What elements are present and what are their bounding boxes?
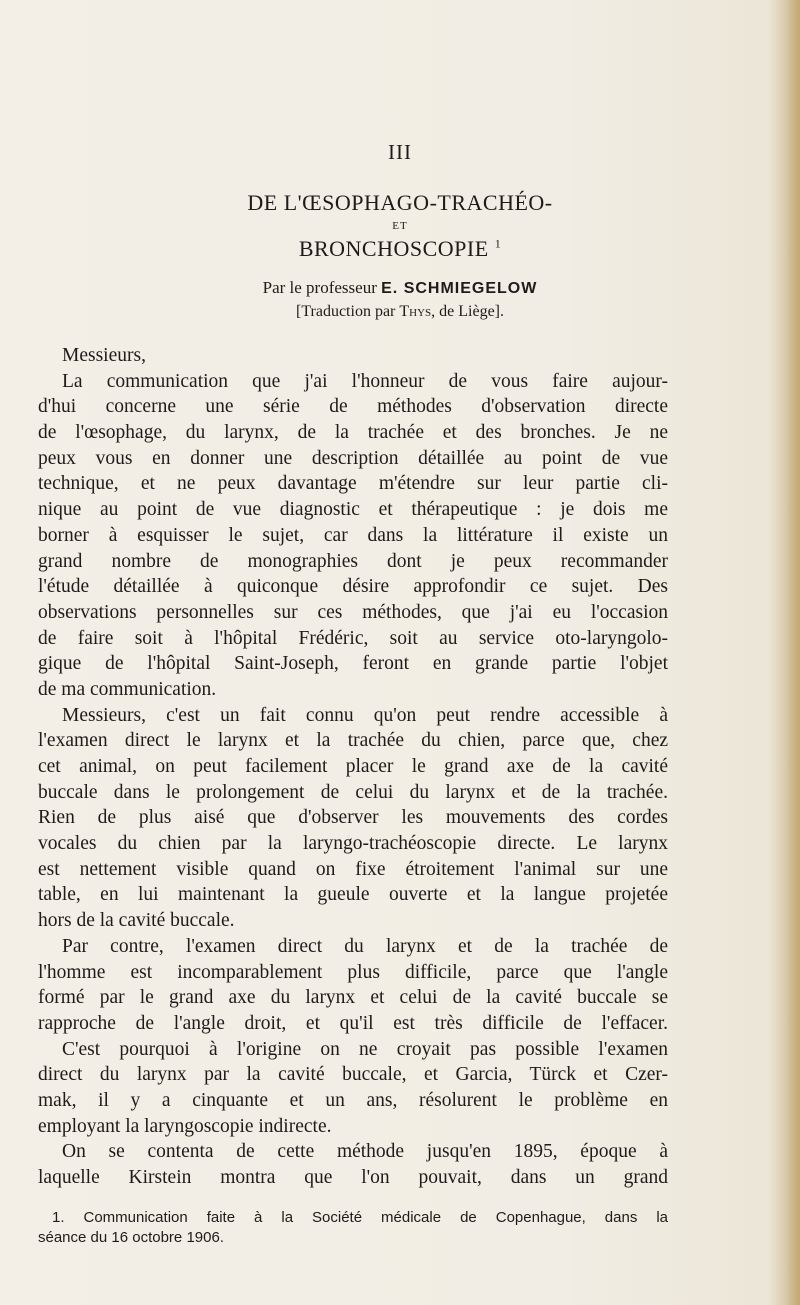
body-line: direct du larynx par la cavité buccale, et Garcia, Türck et Czer- <box>38 1064 668 1086</box>
author-prefix: Par le professeur <box>262 278 377 297</box>
body-line: vocales du chien par la laryngo-trachéoscopie directe. Le larynx <box>38 833 668 855</box>
body-line: peux vous en donner une description détaillée au point de vue <box>38 447 668 469</box>
body-line: Messieurs, c'est un fait connu qu'on peut rendre accessible à <box>62 704 668 726</box>
body-line: d'hui concerne une série de méthodes d'observation directe <box>38 396 668 418</box>
footnote <box>38 1208 668 1248</box>
body-line: laquelle Kirstein montra que l'on pouvait, dans un grand <box>38 1167 668 1188</box>
body-line: buccale dans le prolongement de celui du larynx et de la trachée. <box>38 781 668 803</box>
title-footnote-mark: 1 <box>494 236 502 251</box>
title-line-1: DE L'ŒSOPHAGO-TRACHÉO- <box>247 190 553 215</box>
translator-line <box>0 303 800 321</box>
body-line: Par contre, l'examen direct du larynx et de la trachée de <box>62 935 668 957</box>
body-text <box>38 343 668 1191</box>
translator-rest: , de Liège]. <box>431 303 505 320</box>
footnote-line: 1. Communication faite à la Société médicale de Copenhague, dans la <box>52 1209 668 1226</box>
body-line: employant la laryngoscopie indirecte. <box>38 1115 332 1137</box>
body-line: l'examen direct le larynx et la trachée du chien, parce que, chez <box>38 730 668 752</box>
title-line-2 <box>0 236 800 262</box>
body-line: formé par le grand axe du larynx et celui de la cavité buccale se <box>38 987 668 1009</box>
body-line: l'étude détaillée à quiconque désire approfondir ce sujet. Des <box>38 576 668 598</box>
title-connector: ET <box>392 220 408 232</box>
body-line: Messieurs, <box>62 345 146 366</box>
body-line: gique de l'hôpital Saint-Joseph, feront en grande partie l'objet <box>38 653 668 675</box>
body-line: observations personnelles sur ces méthodes, que j'ai eu l'occasion <box>38 601 668 623</box>
body-line: hors de la cavité buccale. <box>38 910 235 932</box>
body-line: technique, et ne peux davantage m'étendre sur leur partie cli- <box>38 473 668 495</box>
author-name: E. SCHMIEGELOW <box>381 280 538 297</box>
title-line-2-text: BRONCHOSCOPIE <box>298 236 489 261</box>
body-line: C'est pourquoi à l'origine on ne croyait pas possible l'examen <box>62 1038 668 1060</box>
body-line: table, en lui maintenant la gueule ouverte et la langue projetée <box>38 884 668 906</box>
body-line: de ma communication. <box>38 678 217 700</box>
body-line: est nettement visible quand on fixe étroitement l'animal sur une <box>38 858 668 880</box>
body-line: rapproche de l'angle droit, et qu'il est très difficile de l'effacer. <box>38 1012 668 1034</box>
translator-open: [Traduction par <box>295 303 396 320</box>
body-line: Rien de plus aisé que d'observer les mouvements des cordes <box>38 807 668 829</box>
body-line: grand nombre de monographies dont je peux recommander <box>38 550 668 572</box>
chapter-number: III <box>388 140 412 164</box>
body-line: l'homme est incomparablement plus difficile, parce que l'angle <box>38 961 668 983</box>
body-line: La communication que j'ai l'honneur de vous faire aujour- <box>62 370 668 392</box>
body-line: nique au point de vue diagnostic et thérapeutique : je dois me <box>38 499 668 521</box>
body-line: cet animal, on peut facilement placer le grand axe de la cavité <box>38 756 668 777</box>
author-line <box>0 278 800 298</box>
body-line: mak, il y a cinquante et un ans, résolurent le problème en <box>38 1089 668 1111</box>
body-line: On se contenta de cette méthode jusqu'en 1895, époque à <box>62 1141 668 1163</box>
translator-name: Thys <box>399 303 432 320</box>
body-line: de l'œsophage, du larynx, de la trachée et des bronches. Je ne <box>38 422 668 444</box>
body-line: borner à esquisser le sujet, car dans la littérature il existe un <box>38 524 668 546</box>
body-line: de faire soit à l'hôpital Frédéric, soit au service oto-laryngolo- <box>38 627 668 649</box>
footnote-line: séance du 16 octobre 1906. <box>38 1229 224 1246</box>
